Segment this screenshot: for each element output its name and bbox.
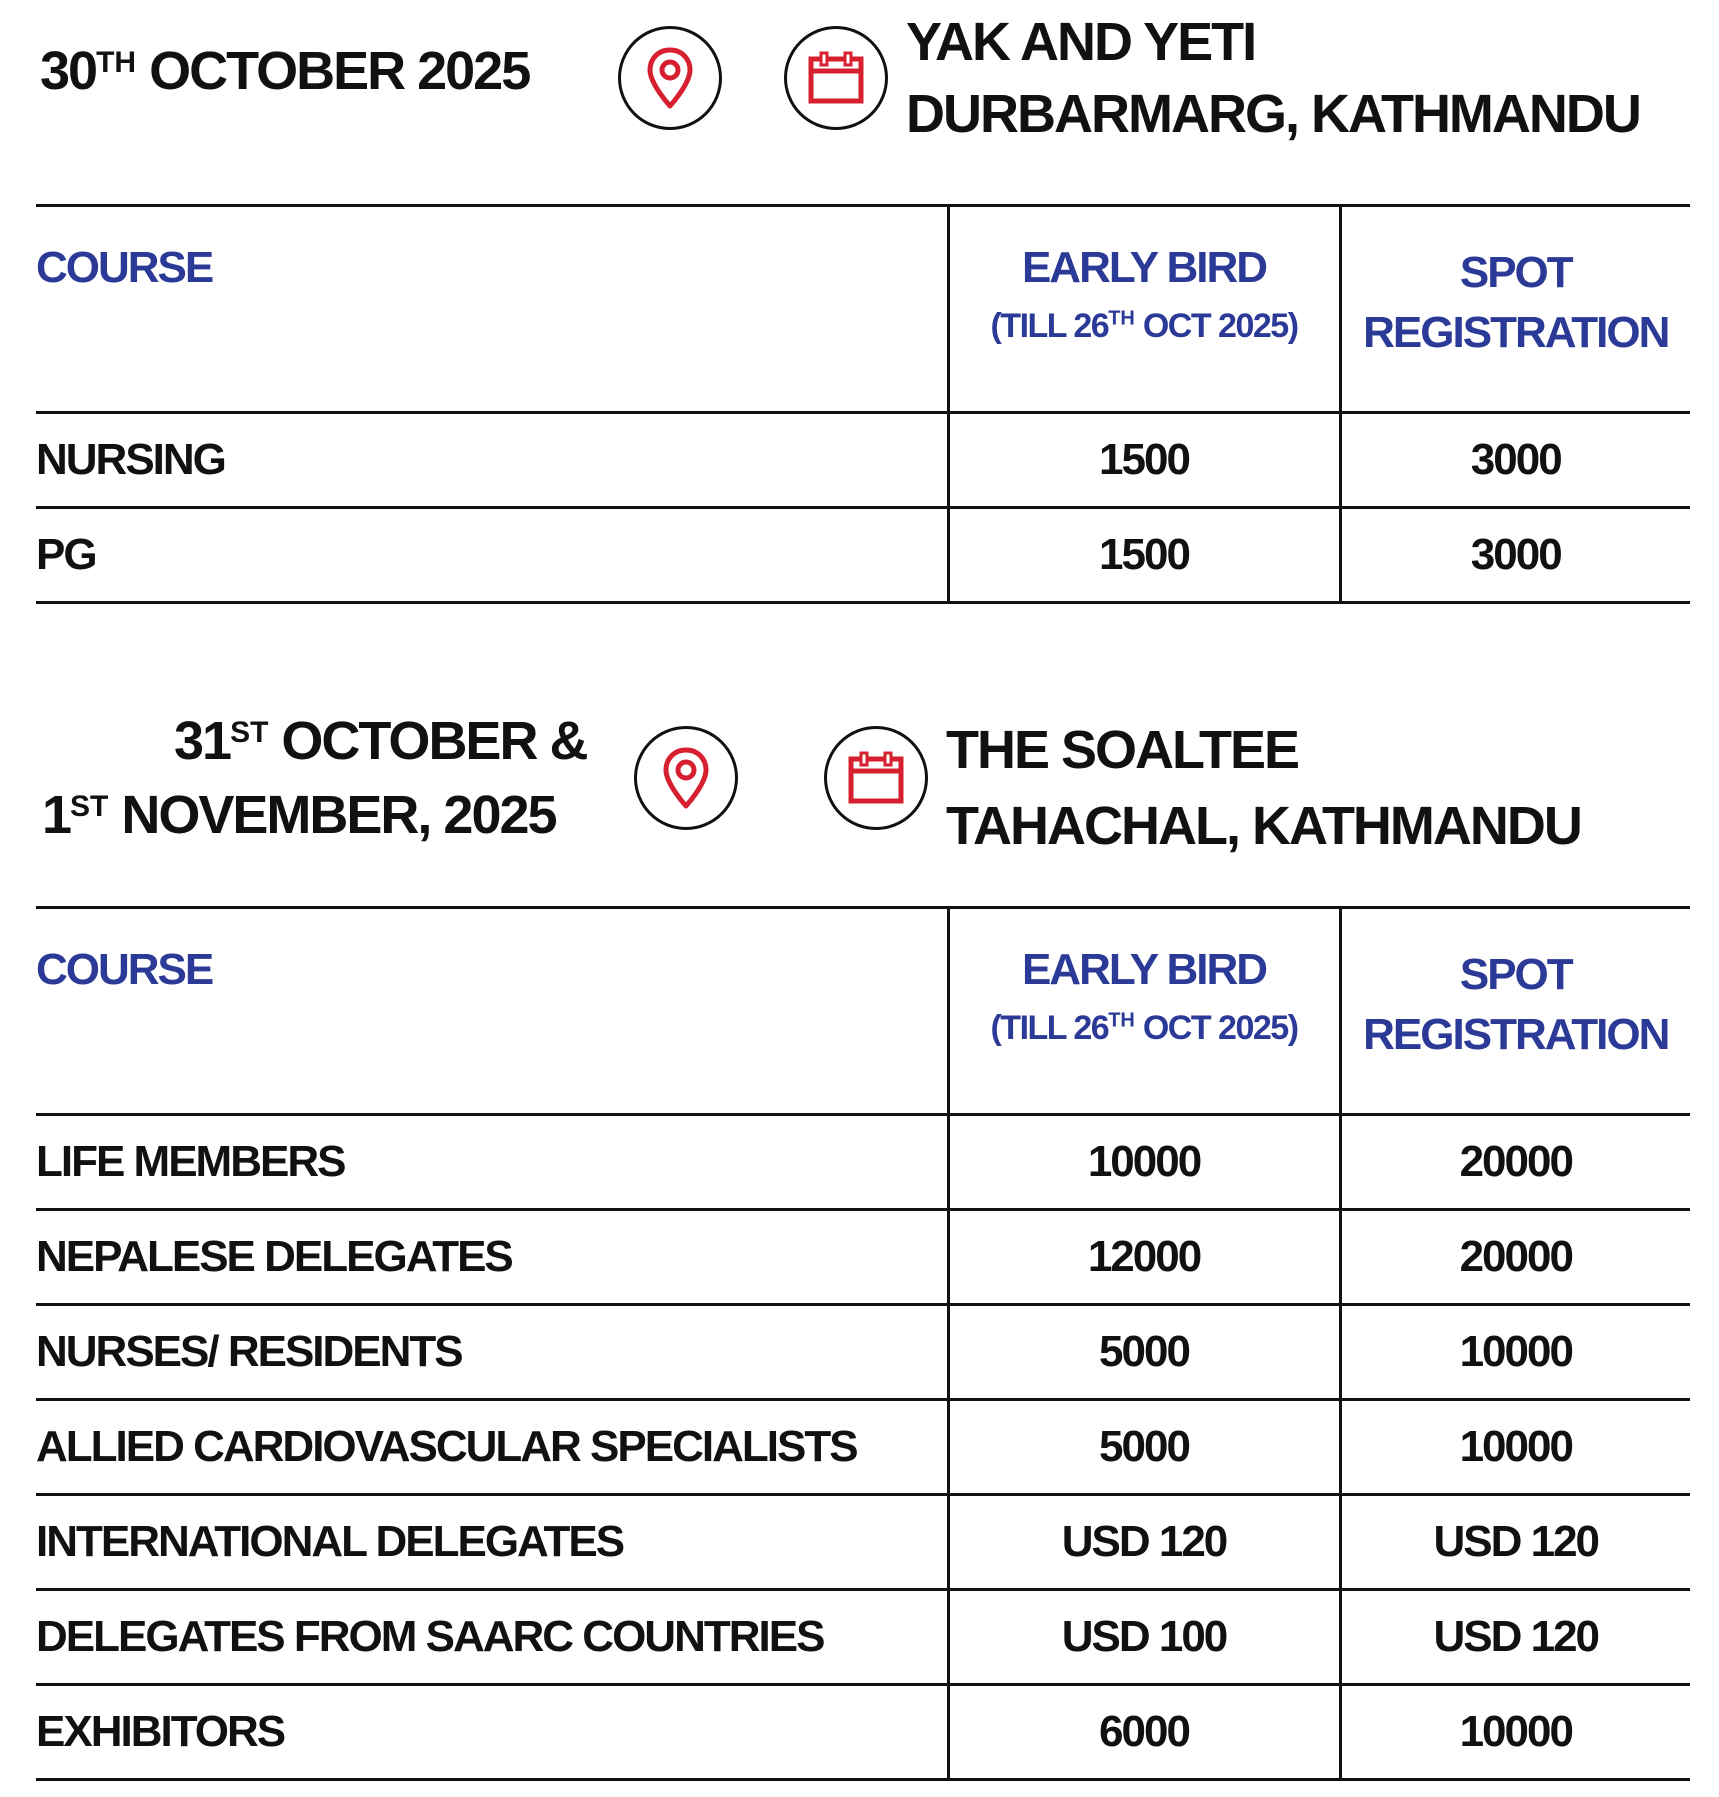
- table-row: [36, 1590, 1690, 1685]
- course-cell: NURSES/ RESIDENTS: [36, 1327, 462, 1376]
- early-bird-cell: 1500: [948, 508, 1340, 603]
- early-bird-cell: 5000: [948, 1305, 1340, 1400]
- table-row: [36, 1400, 1690, 1495]
- event2-date-line2: 1ST NOVEMBER, 2025: [42, 785, 556, 845]
- location-pin-icon: [618, 26, 722, 130]
- table-row: [36, 1115, 1690, 1210]
- course-cell: INTERNATIONAL DELEGATES: [36, 1517, 624, 1566]
- venue-address: TAHACHAL, KATHMANDU: [946, 796, 1581, 856]
- calendar-icon: [824, 726, 928, 830]
- col-spot-registration: SPOT REGISTRATION: [1340, 908, 1690, 1115]
- event2-venue: [946, 712, 1581, 864]
- early-bird-cell: 10000: [948, 1115, 1340, 1210]
- course-cell: DELEGATES FROM SAARC COUNTRIES: [36, 1612, 824, 1661]
- col-course: COURSE: [36, 243, 213, 292]
- course-cell: LIFE MEMBERS: [36, 1137, 345, 1186]
- course-cell: EXHIBITORS: [36, 1707, 285, 1756]
- early-bird-cell: USD 100: [948, 1590, 1340, 1685]
- event2-date-line1: 31ST OCTOBER &: [174, 711, 587, 771]
- spot-cell: 10000: [1340, 1305, 1690, 1400]
- table-row: [36, 1685, 1690, 1780]
- table-header-row: [36, 206, 1690, 413]
- venue-name: THE SOALTEE: [946, 720, 1299, 780]
- spot-cell: 3000: [1340, 508, 1690, 603]
- early-bird-cell: 12000: [948, 1210, 1340, 1305]
- course-cell: NURSING: [36, 435, 225, 484]
- col-early-bird: EARLY BIRD (TILL 26TH OCT 2025): [948, 206, 1340, 413]
- venue-address: DURBARMARG, KATHMANDU: [906, 84, 1640, 144]
- calendar-icon: [784, 26, 888, 130]
- spot-cell: 3000: [1340, 413, 1690, 508]
- event1-fee-table: [36, 204, 1690, 604]
- course-cell: ALLIED CARDIOVASCULAR SPECIALISTS: [36, 1422, 857, 1471]
- spot-cell: 10000: [1340, 1685, 1690, 1780]
- venue-name: YAK AND YETI: [906, 12, 1256, 72]
- course-cell: NEPALESE DELEGATES: [36, 1232, 512, 1281]
- table-header-row: [36, 908, 1690, 1115]
- col-course: COURSE: [36, 945, 213, 994]
- early-bird-deadline: (TILL 26TH OCT 2025): [990, 307, 1298, 345]
- table-row: [36, 413, 1690, 508]
- spot-cell: 20000: [1340, 1115, 1690, 1210]
- event2-fee-table: [36, 906, 1690, 1781]
- location-pin-icon: [634, 726, 738, 830]
- col-spot-registration: SPOT REGISTRATION: [1340, 206, 1690, 413]
- early-bird-cell: 5000: [948, 1400, 1340, 1495]
- col-early-bird: EARLY BIRD (TILL 26TH OCT 2025): [948, 908, 1340, 1115]
- course-cell: PG: [36, 530, 96, 579]
- spot-cell: USD 120: [1340, 1495, 1690, 1590]
- event1-date: 30TH OCTOBER 2025: [40, 41, 530, 101]
- spot-cell: USD 120: [1340, 1590, 1690, 1685]
- spot-cell: 10000: [1340, 1400, 1690, 1495]
- early-bird-deadline: (TILL 26TH OCT 2025): [990, 1009, 1298, 1047]
- event1-venue: [906, 6, 1640, 150]
- early-bird-cell: USD 120: [948, 1495, 1340, 1590]
- early-bird-cell: 6000: [948, 1685, 1340, 1780]
- table-row: [36, 508, 1690, 603]
- early-bird-cell: 1500: [948, 413, 1340, 508]
- table-row: [36, 1210, 1690, 1305]
- spot-cell: 20000: [1340, 1210, 1690, 1305]
- table-row: [36, 1495, 1690, 1590]
- table-row: [36, 1305, 1690, 1400]
